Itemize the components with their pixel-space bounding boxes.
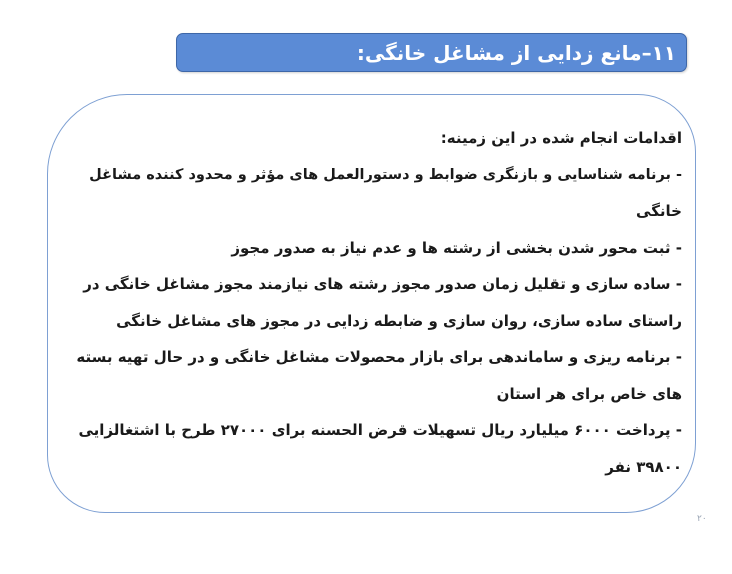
slide-title-bar	[176, 33, 687, 72]
bullet-continuation-line: های خاص برای هر استان	[496, 384, 682, 403]
page-number: ۲۰	[697, 514, 707, 524]
bullet-line: - ثبت محور شدن بخشی از رشته ها و عدم نیاز به صدور مجوز	[231, 238, 682, 257]
bullet-line: - برنامه شناسایی و بازنگری ضوابط و دستورالعمل های مؤثر و محدود کننده مشاغل	[89, 166, 682, 183]
bullet-line: - برنامه ریزی و ساماندهی برای بازار محصولات مشاغل خانگی و در حال تهیه بسته	[76, 348, 682, 366]
bullet-line: - ساده سازی و تقلیل زمان صدور مجوز رشته های نیازمند مجوز مشاغل خانگی در	[83, 275, 682, 293]
bullet-continuation-line: ۳۹۸۰۰ نفر	[605, 457, 682, 476]
intro-line: اقدامات انجام شده در این زمینه:	[440, 129, 682, 147]
bullet-line: - پرداخت ۶۰۰۰ میلیارد ریال تسهیلات قرض الحسنه برای ۲۷۰۰۰ طرح با اشتغالزایی	[78, 421, 682, 439]
bullet-continuation-line: خانگی	[636, 202, 682, 220]
bullet-continuation-line: راستای ساده سازی، روان سازی و ضابطه زدایی در مجوز های مشاغل خانگی	[116, 311, 682, 330]
content-text	[74, 120, 682, 485]
slide-title: ۱۱–مانع زدایی از مشاغل خانگی:	[356, 40, 676, 65]
